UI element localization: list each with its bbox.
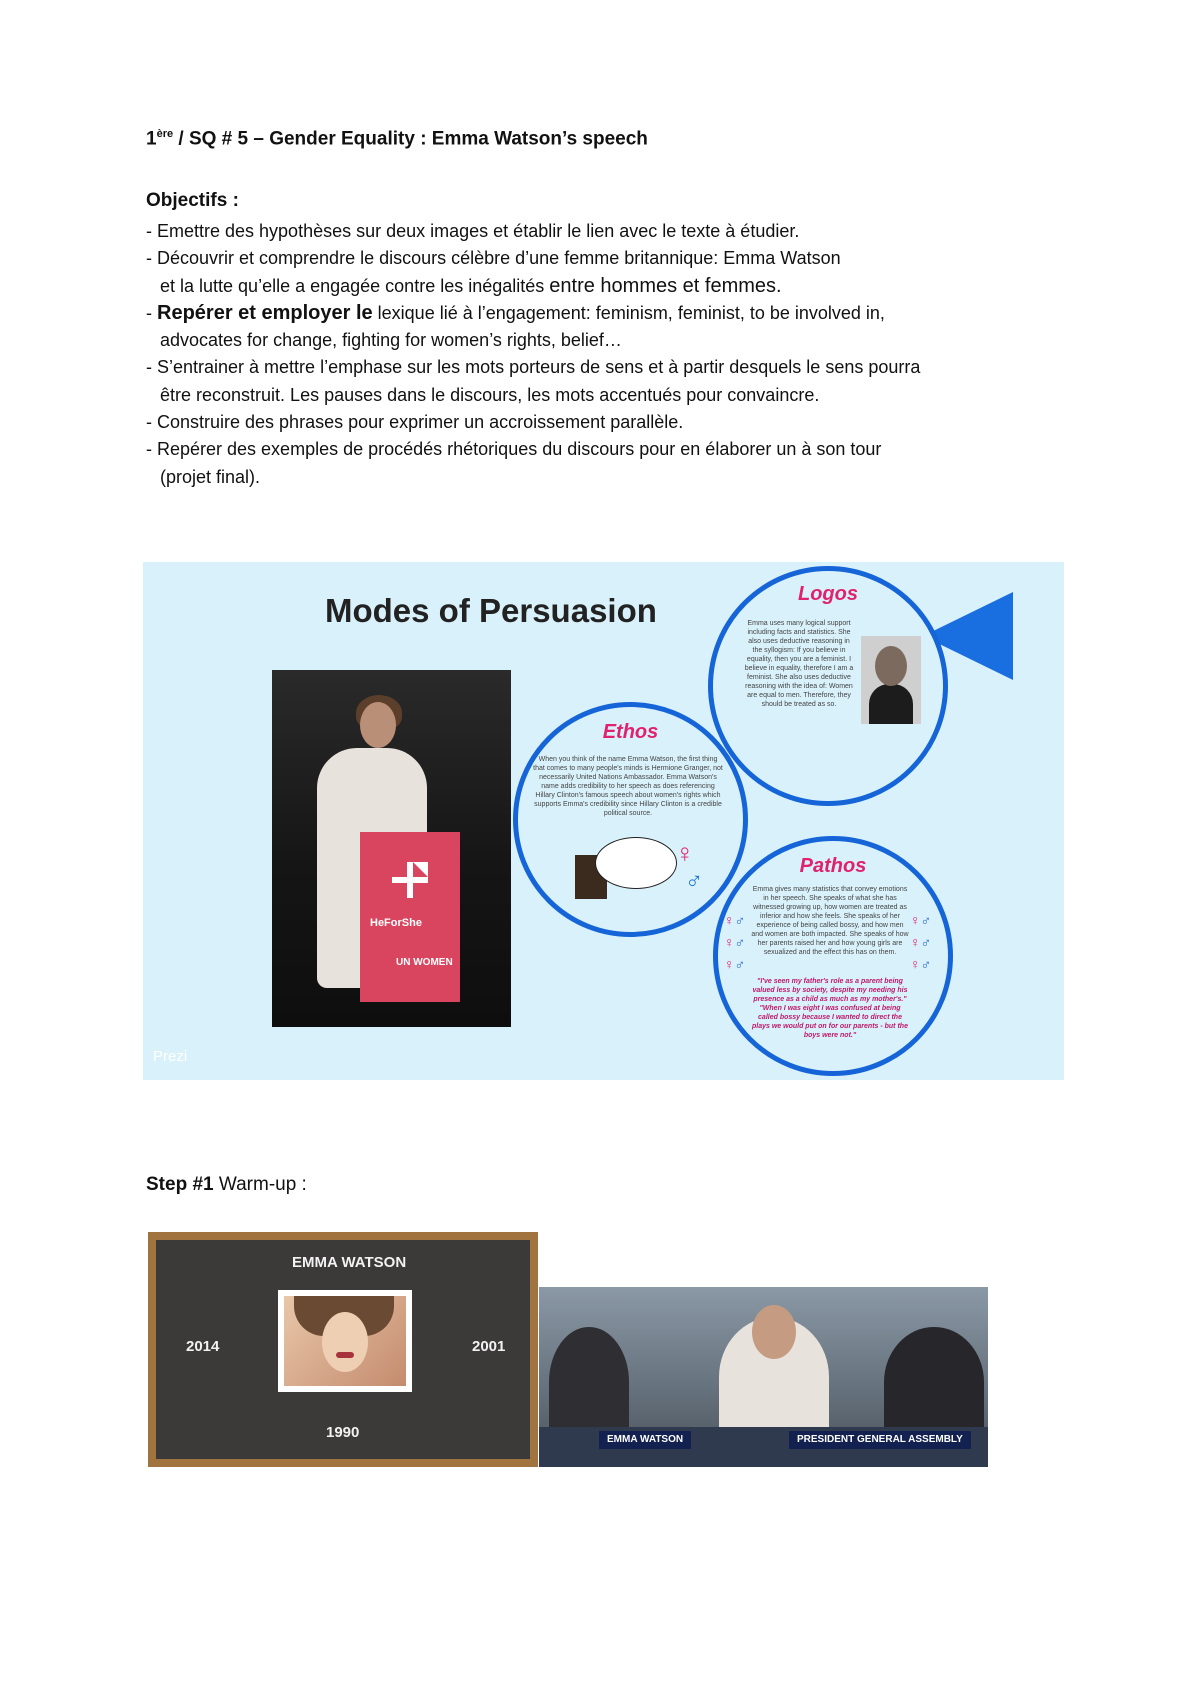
objective-line: être reconstruit. Les pauses dans le discours, les mots accentués pour convaincre. [160,384,820,405]
objective-line: - Découvrir et comprendre le discours célèbre d’une femme britannique: Emma Watson [146,248,841,269]
objectives-heading: Objectifs : [146,190,239,211]
objective-line [146,273,1046,300]
chalkboard-image [148,1232,538,1467]
pathos-text: Emma gives many statistics that convey emotions in her speech. She speaks of what she has witnessed growing up, how women are treated as inferior and how she feels. She speaks of her experience of being called bossy, and how men and women are both impacted. She speaks of how her parents raised her and how young girls are sexualized and the effect this has on them. [751,886,909,956]
objective-line: (projet final). [160,466,261,487]
people-icons-right: ♀♂ ♀♂ ♀♂ [910,912,931,972]
podium-brand: HeForShe [370,917,422,929]
board-portrait [278,1290,412,1392]
ethos-text: When you think of the name Emma Watson, the first thing that comes to many people's minds is Hermione Granger, not necessarily United Nations Ambassador. Emma Watson's name adds credibility to her speech as does referencing Hillary Clinton's famous speech about women's rights which supports Emma's credibility since Hillary Clinton is a credible political source. [533,756,723,817]
step-label: Step #1 [146,1174,214,1195]
prezi-slide-image [143,562,1064,1080]
male-symbol-icon: ♂ [685,868,703,895]
speaker-head [360,702,396,748]
objective-line [146,300,1046,327]
pathos-circle [713,836,953,1076]
objective-text: et la lutte qu’elle a engagée contre les inégalités [160,275,550,296]
heforshe-logo-icon [390,860,430,900]
slide-title: Modes of Persuasion [325,592,657,629]
step-text: Warm-up : [213,1174,307,1195]
objective-line: - Construire des phrases pour exprimer un accroissement parallèle. [146,412,684,433]
ethos-circle [513,702,748,937]
objective-line: - S’entrainer à mettre l’emphase sur les mots porteurs de sens et à partir desquels le sens pourra [146,357,921,378]
board-name: EMMA WATSON [292,1254,407,1271]
title-superscript: ère [156,128,174,140]
objective-emphasis: Repérer et employer le [157,301,373,324]
nameplate-1: EMMA WATSON [599,1431,691,1449]
prezi-watermark: Prezi [153,1048,188,1065]
pathos-title: Pathos [799,855,867,877]
logos-circle [708,566,948,806]
logos-title: Logos [798,583,858,605]
title-number: 1 [146,128,157,150]
person-center-head [752,1305,796,1359]
objective-line: advocates for change, fighting for women’s rights, belief… [160,330,622,351]
person-right [884,1327,984,1437]
step-heading [146,1174,307,1196]
female-symbol-icon: ♀ [675,838,695,868]
board-year-2001: 2001 [472,1338,506,1355]
logos-text: Emma uses many logical support including facts and statistics. She also uses deductive reasoning in the syllogism: If you believe in equality, then you are a feminist. I believe in equality, therefore I am a feminist. She also uses deductive reasoning with the idea of: Women are equal to men. Therefore, they should be treated as so. [744,620,854,708]
title-text: / SQ # 5 – Gender Equality : Emma Watson’s speech [173,128,648,150]
podium-org: UN WOMEN [396,957,453,968]
people-icons-left: ♀♂ ♀♂ ♀♂ [724,912,745,972]
person-left [549,1327,629,1437]
page-title [146,128,648,150]
ethos-title: Ethos [602,721,659,743]
board-year-1990: 1990 [326,1424,360,1441]
pathos-quote: "I've seen my father's role as a parent being valued less by society, despite my needing his presence as a child as much as my mother's." "When I was eight I was confused at being called bossy because I wanted to direct the plays we would put on for our parents - but the boys were not." [752,978,908,1039]
board-year-2014: 2014 [186,1338,220,1355]
objective-line: - Repérer des exemples de procédés rhétoriques du discours pour en élaborer un à son tour [146,439,882,460]
objective-text: lexique lié à l’engagement: feminism, feminist, to be involved in, [372,302,885,323]
objective-line: - Emettre des hypothèses sur deux images et établir le lien avec le texte à étudier. [146,221,800,241]
nameplate-2: PRESIDENT GENERAL ASSEMBLY [789,1431,971,1449]
ethos-speech-bubble [595,837,677,889]
podium [360,832,460,1002]
logos-portrait [861,636,921,724]
un-assembly-photo [539,1287,988,1467]
objective-emphasis: entre hommes et femmes. [549,274,782,297]
objectives-list [146,218,1046,491]
objective-dash: - [146,302,157,323]
speech-photo [272,670,511,1027]
